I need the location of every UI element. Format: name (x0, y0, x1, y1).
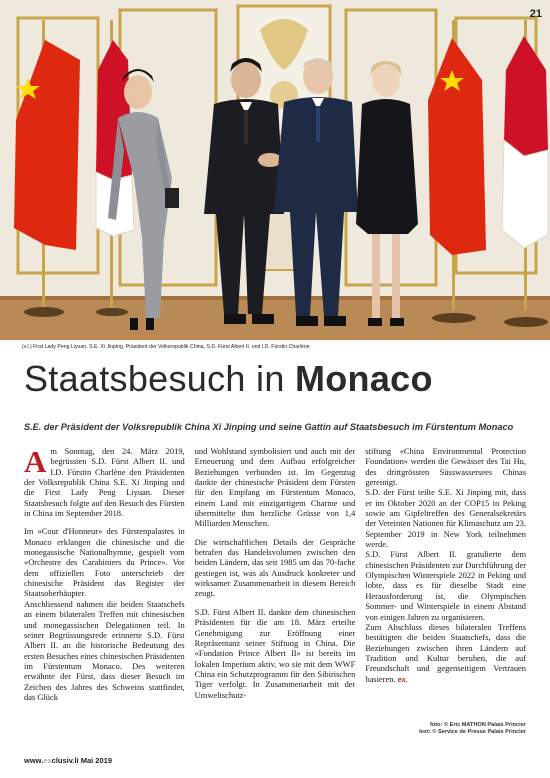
paragraph: S.D. Fürst Albert II. gratulierte dem chinesischen Präsidenten zur Durchführung der Olympischen Winterspiele 2022 in Peking und lobte, dass es für dieselbe Stadt eine Herausforderung ist, die Olympischen Sommer- und Winterspiele in einem Abstand von einigen Jahren zu organisieren. (365, 549, 527, 622)
page-number: 21 (529, 8, 542, 20)
footer-url-a: www. (24, 756, 44, 765)
article-column-1 (24, 446, 185, 738)
paragraph: Die wirtschaftlichen Details der Gespräche betrafen das Handelsvolumen zwischen den beiden Ländern, das seit 1985 um das 70-fache gestiegen ist, was als Ausdruck konkreter und wirksamer Zusammenarbeit in diesem Bereich zeugt. (194, 536, 356, 599)
page-footer (24, 756, 112, 765)
footer-url-b: ex (43, 756, 52, 765)
state-visit-photo-illustration (0, 0, 550, 340)
state-visit-photo (0, 0, 550, 340)
end-mark: ex. (397, 676, 408, 684)
paragraph: S.D. Fürst Albert II. dankte dem chinesischen Präsidenten für die am 18. März erteilte Genehmigung zur Eröffnung einer Repräsentanz seiner Stiftung in China. Die «Fondation Prince Albert II» ist bereits im lokalen Imperium aktiv, wo sie mit dem WWF China ein Schutzprogramm für den Sibirischen Tiger verfolgt. In Zusammenarbeit mit der Umweltschutz- (194, 606, 356, 700)
article-column-2 (195, 446, 356, 738)
credit-photo: foto: © Eric MATHON Palais Princier (429, 722, 526, 728)
article-headline (24, 358, 433, 400)
paragraph: stiftung «China Environmental Protection Foundation» werden die Gewässer des Tai Hu, des drittgrössten Süsswassersees Chinas gereinigt. (365, 446, 527, 488)
paragraph: und Wohlstand symbolisiert und auch mit der Erneuerung und dem Aufbau erfolgreicher Beziehungen verbunden ist. Im Gegenzug dankte der chinesische Präsident dem Fürsten für den Empfang im Fürstentum Monaco, einem Land mit einzigartigem Charme und übermittelte ihm herzliche Grüsse von 1,4 Milliarden Menschen. (194, 446, 356, 529)
headline-light: Staatsbesuch in (24, 358, 295, 399)
photo-credits (419, 722, 526, 737)
article-lead: S.E. der Präsident der Volksrepublik China Xi Jinping und seine Gattin auf Staatsbesuch im Fürstentum Monaco (24, 422, 514, 432)
footer-issue: Mai 2019 (80, 756, 112, 765)
paragraph: S.D. der Fürst teilte S.E. Xi Jinping mit, dass er im Oktober 2020 an der COP15 in Peking sowie am Gipfeltreffen des Generalsekretärs der Vereinten Nationen für Klimaschutz am 23. September 2019 in New York teilnehmen werde. (365, 487, 527, 550)
paragraph: Zum Abschluss dieses bilateralen Treffens bestätigten die beiden Staatschefs, dass die Beziehungen zwischen ihren Ländern auf Tradition und Kultur beruhen, die auf Freundschaft und gegenseitigem Vertrauen basieren. ex. (365, 621, 527, 684)
headline-bold: Monaco (294, 358, 433, 399)
paragraph: Am Sonntag, den 24. März 2019, begrüssten S.D. Fürst Albert II. und I.D. Fürstin Charlène den Präsidenten der Volksrepublik China S.E. Xi Jinping und die First Lady Peng Liyuan. Dieser Staatsbesuch folgte auf den Besuch des Fürsten in China im September 2018. (24, 446, 185, 519)
paragraph: Im «Cour d'Honneur» des Fürstenpalastes in Monaco erklangen die chinesische und die monegassische Nationalhymne, gespielt vom «Orchestre des Carabiniers du Prince». Vor dem offiziellen Foto unterschrieb der chinesische Präsident das Register der Staatsoberhäupter. (24, 526, 185, 599)
footer-url-c: clusiv.li (51, 756, 79, 765)
paragraph: Anschliessend nahmen die beiden Staatschefs an einem bilateralen Treffen mit chinesischen und monegassischen Delegationen teil. In seiner Begrüssungsrede erinnerte S.D. Fürst Albert II. an die historische Bedeutung des ersten Besuches eines chinesischen Präsidenten im Fürstentum Monaco. Des weiteren erwähnte der Fürst, dass dieser Besuch im Zeichen des Jahres des Schweins stattfindet, das Glück (24, 598, 185, 702)
photo-caption: (v.l.) First Lady Peng Liyuan, S.E. Xi Jinping, Präsident der Volksrepublik China, S.D. Fürst Albert II. und I.D. Fürstin Charlène (22, 344, 310, 350)
credit-text: text: © Service de Presse Palais Princier (418, 729, 526, 736)
article-column-3 (365, 446, 526, 738)
drop-cap: A (24, 446, 47, 479)
article-body (24, 446, 526, 738)
